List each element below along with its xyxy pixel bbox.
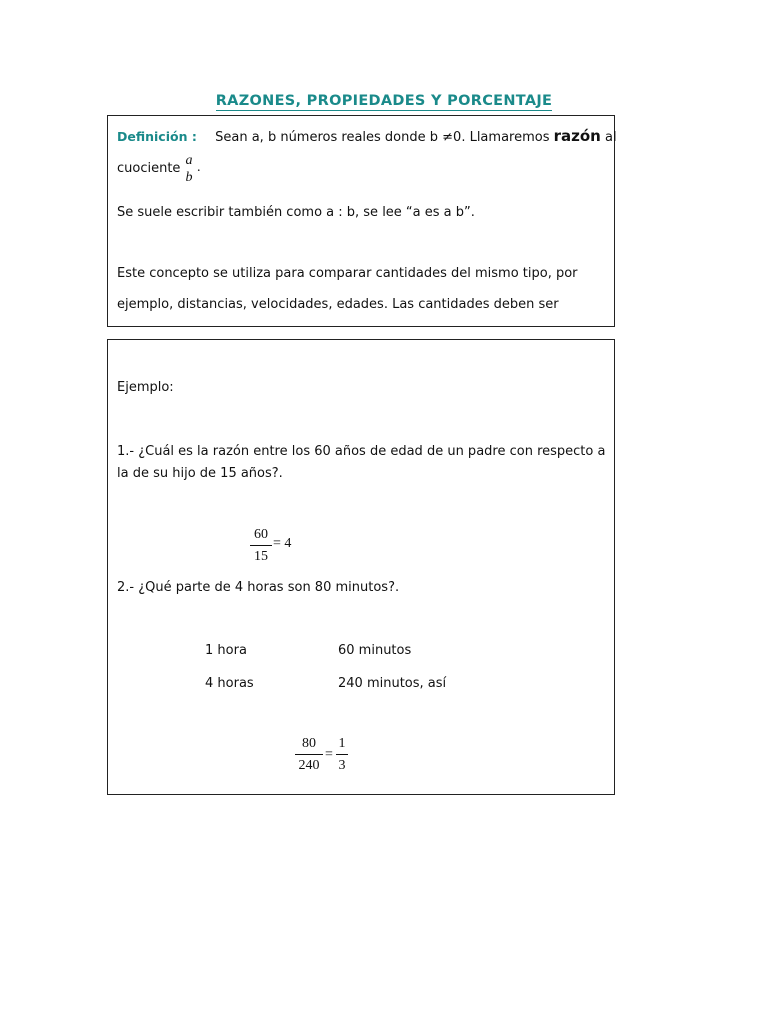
fraction-denominator: 3 [338,758,346,773]
definition-text-a: Sean a, b números reales donde b [215,130,443,145]
example-2-equals: = [325,747,333,762]
definition-line-4: Este concepto se utiliza para comparar cantidades del mismo tipo, por [117,266,578,281]
conversion-row-2-right: 240 minutos, así [338,676,447,691]
example-2-fraction-right [336,735,348,774]
fraction-denominator: 240 [298,758,320,773]
page-title [0,93,768,109]
definition-box [107,115,615,327]
question-2: 2.- ¿Qué parte de 4 horas son 80 minutos?. [117,580,400,595]
definition-line-1 [117,128,617,146]
conversion-row-2-left: 4 horas [205,676,254,691]
definition-text-c: al [600,130,617,145]
definition-label: Definición : [117,129,197,144]
fraction-bar [336,754,348,755]
fraction-bar [295,754,323,755]
definition-line-3: Se suele escribir también como a : b, se lee “a es a b”. [117,205,475,220]
example-2-fraction-left [295,735,323,774]
fraction-numerator: 1 [338,736,346,751]
example-box [107,339,615,795]
fraction-numerator: 80 [302,736,316,751]
definition-line-2: cuociente [117,161,181,176]
fraction-bar [250,545,272,546]
fraction-period: . [197,160,201,175]
question-1-line-1: 1.- ¿Cuál es la razón entre los 60 años de edad de un padre con respecto a [117,444,606,459]
definition-term: razón [553,127,601,145]
conversion-row-1-left: 1 hora [205,643,247,658]
not-equal-symbol: ≠ [442,130,454,145]
page-title-text: RAZONES, PROPIEDADES Y PORCENTAJE [215,93,553,109]
fraction-denominator: b [185,170,193,185]
example-heading: Ejemplo: [117,380,174,395]
fraction-denominator: 15 [254,549,268,564]
definition-fraction [182,152,196,186]
fraction-numerator: a [185,153,193,168]
fraction-numerator: 60 [254,527,268,542]
question-1-line-2: la de su hijo de 15 años?. [117,466,283,481]
definition-text-b: 0. Llamaremos [453,130,554,145]
definition-line-5: ejemplo, distancias, velocidades, edades. Las cantidades deben ser [117,297,559,312]
example-1-result: = 4 [273,536,292,551]
conversion-row-1-right: 60 minutos [338,643,412,658]
example-1-fraction [250,526,272,565]
